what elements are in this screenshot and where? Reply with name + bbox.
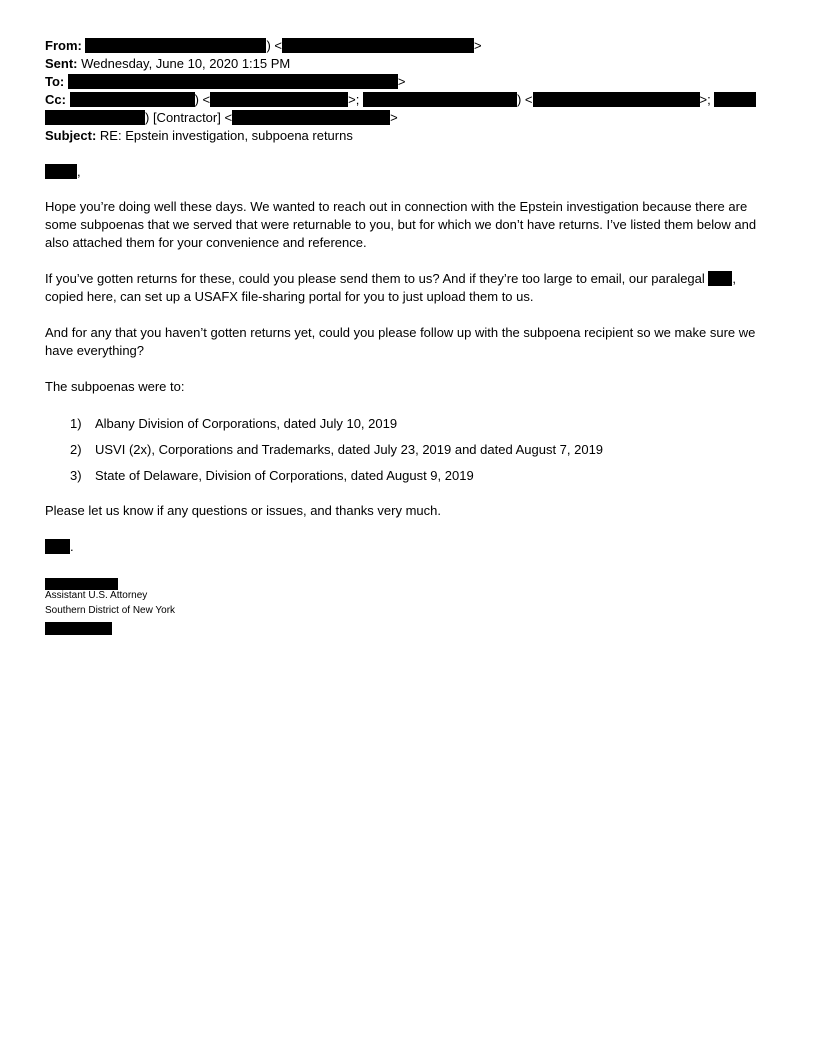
body-paragraph [45, 270, 770, 306]
list-text: USVI (2x), Corporations and Trademarks, dated July 23, 2019 and dated August 7, 2019 [95, 442, 604, 457]
redaction-box [68, 74, 398, 89]
redaction-box [45, 164, 77, 179]
list-text: State of Delaware, Division of Corporations, dated August 9, 2019 [95, 468, 474, 483]
cc-separator: >; [699, 92, 711, 107]
redaction-box [363, 92, 517, 107]
cc-label: Cc: [45, 92, 66, 107]
list-number: 2) [70, 442, 82, 457]
to-separator: > [397, 74, 406, 89]
redaction-box [45, 110, 145, 125]
redaction-box [232, 110, 390, 125]
redaction-box [714, 92, 756, 107]
greeting [45, 163, 81, 181]
redaction-box [708, 271, 732, 286]
redaction-box [210, 92, 348, 107]
cc-separator: >; [348, 92, 360, 107]
paragraph-text: If you’ve gotten returns for these, could you please send them to us? And if they’re too large to email, our paralegal [45, 271, 709, 286]
from-separator: ) < [266, 38, 283, 53]
list-text: Albany Division of Corporations, dated July 10, 2019 [95, 416, 398, 431]
cc-contractor-separator: ) [Contractor] < [145, 110, 233, 125]
redaction-box [533, 92, 700, 107]
subject-label: Subject: [45, 128, 97, 143]
cc-separator: ) < [194, 92, 211, 107]
signoff [45, 538, 74, 556]
to-line [45, 73, 405, 91]
body-paragraph: Hope you’re doing well these days. We wanted to reach out in connection with the Epstein investigation because there are some subpoenas that we served that were returnable to you, but for which we don’t have returns. I’ve listed them below and also attached them for your convenience and reference. [45, 199, 757, 250]
body-paragraph: And for any that you haven’t gotten returns yet, could you please follow up with the subpoena recipient so we make sure we have everything? [45, 325, 756, 358]
redaction-box [45, 539, 70, 554]
closing-paragraph: Please let us know if any questions or issues, and thanks very much. [45, 503, 441, 518]
cc-line-continued [45, 109, 398, 127]
list-number: 3) [70, 468, 82, 483]
list-item [70, 415, 397, 432]
subject-value: RE: Epstein investigation, subpoena returns [99, 128, 353, 143]
redaction-box [85, 38, 266, 53]
redaction-box [45, 622, 112, 635]
signature-office: Southern District of New York [45, 605, 176, 616]
sent-label: Sent: [45, 56, 78, 71]
list-item [70, 467, 474, 484]
signature-contact [45, 619, 112, 637]
signoff-period: . [70, 539, 74, 554]
redaction-box [70, 92, 195, 107]
from-separator-end: > [474, 38, 482, 53]
redaction-box [282, 38, 474, 53]
sent-line [45, 55, 290, 73]
sent-value: Wednesday, June 10, 2020 1:15 PM [81, 56, 291, 71]
body-paragraph: The subpoenas were to: [45, 379, 185, 394]
subject-line [45, 127, 353, 145]
from-label: From: [45, 38, 82, 53]
cc-line [45, 91, 756, 109]
list-number: 1) [70, 416, 82, 431]
cc-separator-end: > [390, 110, 398, 125]
paragraph-text: , copied here, can set up a USAFX file-sharing portal for you to just upload them to us. [45, 271, 737, 304]
greeting-comma: , [77, 164, 81, 179]
list-item [70, 441, 603, 458]
cc-separator: ) < [516, 92, 533, 107]
from-line [45, 37, 482, 55]
to-label: To: [45, 74, 65, 89]
signature-title: Assistant U.S. Attorney [45, 590, 148, 601]
